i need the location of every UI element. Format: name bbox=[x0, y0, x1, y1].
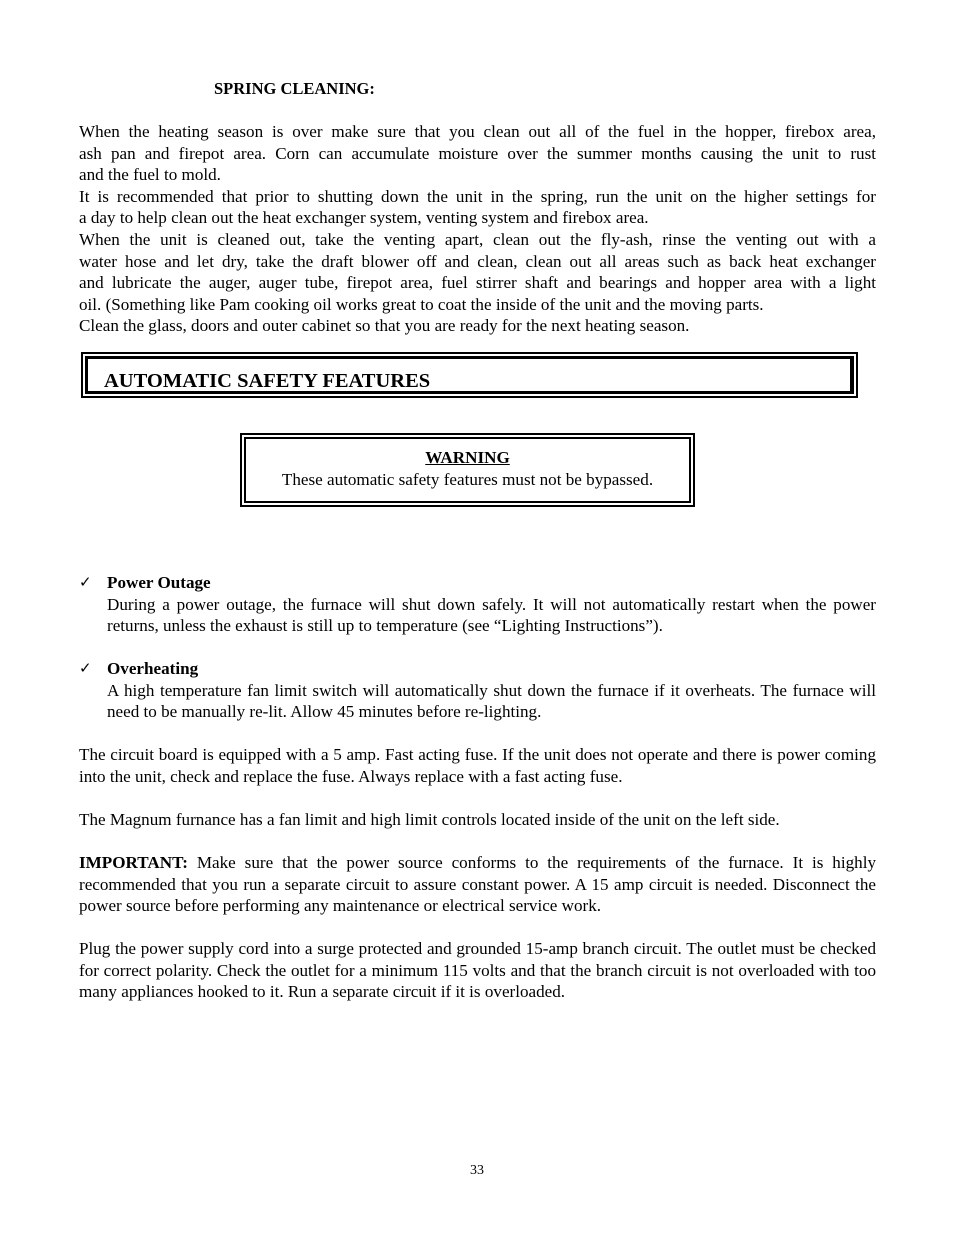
safety-features-banner bbox=[81, 352, 858, 398]
safety-features-title: AUTOMATIC SAFETY FEATURES bbox=[104, 370, 431, 392]
fuse-paragraph: The circuit board is equipped with a 5 amp. Fast acting fuse. If the unit does not operate and there is power coming into the unit, check and replace the fuse. Always replace with a fast acting fuse. bbox=[79, 745, 876, 786]
warning-box-inner-border bbox=[244, 437, 691, 503]
spring-line: It is recommended that prior to shutting down the unit in the spring, run the unit on the higher settings for bbox=[79, 186, 876, 206]
feature-body: During a power outage, the furnace will shut down safely. It will not automatically restart when the power returns, unless the exhaust is still up to temperature (see “Lighting Instructions”). bbox=[107, 594, 876, 636]
spring-cleaning-body bbox=[79, 121, 876, 337]
spring-line: and lubricate the auger, auger tube, firepot area, fuel stirrer shaft and bearings and hopper area with a light bbox=[79, 273, 876, 293]
warning-title: WARNING bbox=[425, 448, 510, 467]
checkmark-icon: ✓ bbox=[79, 659, 92, 677]
feature-title: Overheating bbox=[107, 659, 199, 678]
safety-banner-inner-border bbox=[85, 356, 854, 394]
checkmark-icon: ✓ bbox=[79, 573, 92, 591]
spring-line: Clean the glass, doors and outer cabinet so that you are ready for the next heating season. bbox=[79, 316, 690, 336]
plug-paragraph: Plug the power supply cord into a surge protected and grounded 15-amp branch circuit. The outlet must be checked for correct polarity. Check the outlet for a minimum 115 volts and that the branch circuit is not overloaded with too many appliances hooked to it. Run a separate circuit if it is overloaded. bbox=[79, 939, 876, 1002]
important-text: Make sure that the power source conforms to the requirements of the furnace. It is highly recommended that you run a separate circuit to assure constant power. A 15 amp circuit is needed. Disconnect the power source before performing any maintenance or electrical service work. bbox=[79, 853, 876, 916]
spring-line: When the heating season is over make sure that you clean out all of the fuel in the hopper, firebox area, bbox=[79, 122, 876, 141]
important-label: IMPORTANT: bbox=[79, 853, 188, 872]
spring-line: ash pan and firepot area. Corn can accumulate moisture over the summer months causing the unit to rust bbox=[79, 143, 876, 163]
controls-paragraph: The Magnum furnance has a fan limit and high limit controls located inside of the unit on the left side. bbox=[79, 810, 780, 829]
warning-box bbox=[240, 433, 695, 507]
spring-line: a day to help clean out the heat exchanger system, venting system and firebox area. bbox=[79, 208, 649, 228]
page-number: 33 bbox=[470, 1163, 484, 1178]
spring-line: water hose and let dry, take the draft blower off and clean, clean out all areas such as back heat exchanger bbox=[79, 251, 876, 271]
important-paragraph bbox=[79, 852, 876, 917]
warning-text: These automatic safety features must not be bypassed. bbox=[281, 469, 654, 489]
feature-title: Power Outage bbox=[107, 573, 211, 592]
spring-line: and the fuel to mold. bbox=[79, 165, 221, 185]
spring-line: oil. (Something like Pam cooking oil works great to coat the inside of the unit and the moving parts. bbox=[79, 294, 764, 314]
spring-line: When the unit is cleaned out, take the venting apart, clean out the fly-ash, rinse the venting out with a bbox=[79, 229, 876, 249]
feature-body: A high temperature fan limit switch will automatically shut down the furnace if it overheats. The furnace will need to be manually re-lit. Allow 45 minutes before re-lighting. bbox=[107, 680, 876, 722]
spring-cleaning-heading: SPRING CLEANING: bbox=[214, 79, 375, 98]
